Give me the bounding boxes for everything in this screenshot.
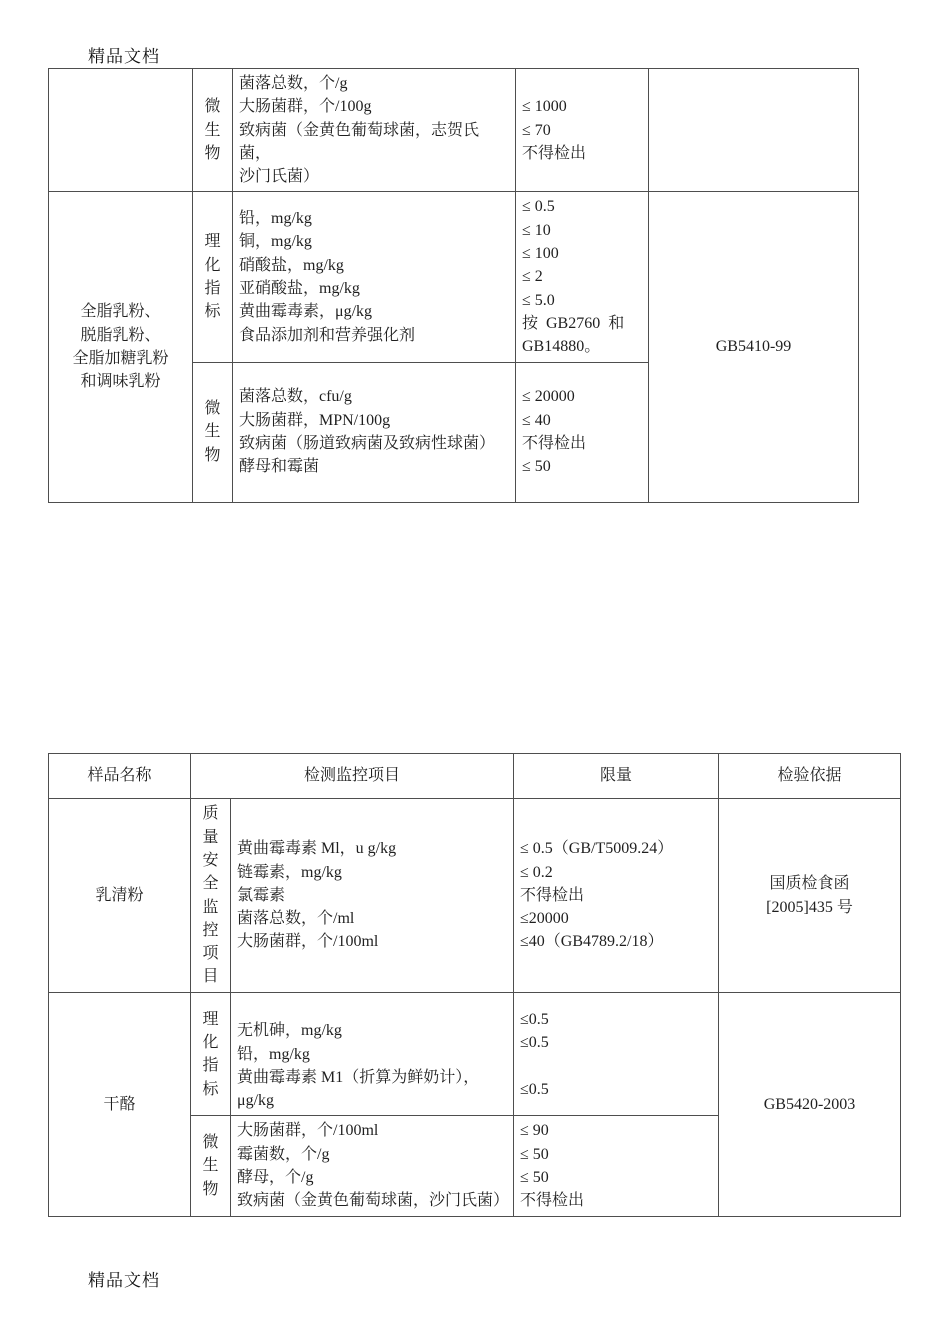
text-line: 指: [202, 1057, 219, 1075]
text-line: 不得检出: [522, 144, 587, 162]
text-line: 项: [202, 945, 219, 963]
text-line: 理: [204, 233, 221, 251]
limits-cell: [516, 362, 649, 502]
text-line: 监: [202, 898, 219, 916]
sample-name-cell-empty: [49, 69, 193, 192]
text-line: 物: [204, 144, 221, 162]
text-line: 脱脂乳粉、: [80, 326, 161, 344]
text-line: ≤ 50: [522, 458, 551, 476]
text-line: 安: [202, 851, 219, 869]
text-line: 量: [202, 828, 219, 846]
limits-cell: [516, 192, 649, 362]
text-line: ≤ 50: [520, 1145, 549, 1163]
header-cell-basis: 检验依据: [719, 754, 901, 799]
text-line: [2005]435 号: [766, 898, 853, 916]
limits-cell: [514, 799, 719, 993]
text-line: [520, 1054, 712, 1077]
text-line: ≤20000: [520, 910, 569, 928]
items-cell: [231, 799, 514, 993]
basis-cell: [719, 799, 901, 993]
text-line: 目: [202, 968, 219, 986]
text-line: 食品添加剂和营养强化剂: [239, 326, 416, 344]
text-line: ≤ 90: [520, 1122, 549, 1140]
text-line: 菌落总数，cfu/g: [239, 388, 352, 406]
text-line: 亚硝酸盐，mg/kg: [239, 280, 360, 298]
text-line: ≤ 5.0: [522, 291, 555, 309]
text-line: 全: [202, 875, 219, 893]
text-line: 菌落总数，个/g: [239, 75, 348, 92]
text-line: 全脂乳粉、: [80, 303, 161, 321]
text-line: GB14880。: [522, 338, 601, 356]
text-line: 酵母和霉菌: [239, 458, 320, 476]
text-line: 致病菌（金黄色葡萄球菌，志贺氏菌，: [239, 121, 480, 162]
text-line: 氯霉素: [237, 886, 286, 904]
text-line: 致病菌（金黄色葡萄球菌，沙门氏菌）: [237, 1192, 510, 1210]
text-line: 酵母，个/g: [237, 1169, 314, 1187]
text-line: 黄曲霉毒素，μg/kg: [239, 303, 373, 321]
text-line: ≤0.5: [520, 1010, 549, 1028]
text-line: 物: [204, 446, 221, 464]
text-line: 不得检出: [522, 435, 587, 453]
text-line: 化: [204, 256, 221, 274]
items-cell: [231, 993, 514, 1116]
text-line: 菌落总数，个/ml: [237, 910, 355, 928]
table-whey-cheese-standards: [48, 753, 901, 1217]
text-line: 大肠菌群，个/100g: [239, 98, 372, 116]
text-line: 化: [202, 1033, 219, 1051]
items-cell: [233, 69, 516, 192]
text-line: 指: [204, 280, 221, 298]
text-line: ≤ 10: [522, 221, 551, 239]
table-milk-powder-standards: [48, 68, 859, 503]
basis-cell: GB5410-99: [649, 192, 859, 502]
category-cell-microbial: [193, 69, 233, 192]
text-line: 微: [204, 98, 221, 116]
text-line: 大肠菌群，MPN/100g: [239, 411, 391, 429]
text-line: ≤0.5: [520, 1080, 549, 1098]
text-line: 标: [204, 303, 221, 321]
basis-cell-empty: [649, 69, 859, 192]
text-line: 控: [202, 921, 219, 939]
text-line: 生: [204, 423, 221, 441]
text-line: ≤ 0.5（GB/T5009.24）: [520, 840, 674, 858]
watermark-bottom: 精品文档: [88, 1271, 160, 1290]
text-line: ≤ 0.2: [520, 863, 553, 881]
text-line: 铅，mg/kg: [237, 1045, 310, 1063]
text-line: 黄曲霉毒素 M1（折算为鲜奶计），μg/kg: [237, 1068, 480, 1110]
text-line: ≤ 50: [520, 1169, 549, 1187]
text-line: 沙门氏菌）: [239, 168, 320, 186]
limits-cell: [516, 69, 649, 192]
text-line: 黄曲霉毒素 Ml，u g/kg: [237, 840, 397, 858]
text-line: 无机砷，mg/kg: [237, 1022, 342, 1040]
text-line: 致病菌（肠道致病菌及致病性球菌）: [239, 435, 496, 453]
sample-name-cell: 乳清粉: [49, 799, 191, 993]
text-line: 理: [202, 1010, 219, 1028]
text-line: 生: [202, 1157, 219, 1175]
text-line: ≤0.5: [520, 1033, 549, 1051]
category-cell-microbial: [191, 1116, 231, 1216]
text-line: ≤ 100: [522, 245, 559, 263]
text-line: ≤40（GB4789.2/18）: [520, 933, 664, 951]
text-line: 霉菌数，个/g: [237, 1145, 330, 1163]
text-line: 全脂加糖乳粉: [72, 350, 169, 368]
watermark-top: 精品文档: [88, 47, 160, 66]
header-cell-limit: 限量: [514, 754, 719, 799]
sample-name-cell: 干酪: [49, 993, 191, 1217]
text-line: 不得检出: [520, 1192, 585, 1210]
text-line: 铜，mg/kg: [239, 233, 312, 251]
header-cell-sample-name: 样品名称: [49, 754, 191, 799]
text-line: ≤ 0.5: [522, 198, 555, 216]
text-line: ≤ 70: [522, 121, 551, 139]
category-cell-microbial: [193, 362, 233, 502]
text-line: 和调味乳粉: [80, 373, 161, 391]
category-cell-physchem: [191, 993, 231, 1116]
header-cell-items: 检测监控项目: [191, 754, 514, 799]
text-line: [237, 996, 507, 1019]
table-row: [49, 69, 859, 192]
text-line: ≤ 1000: [522, 98, 567, 116]
text-line: 国质检食函: [769, 875, 850, 893]
text-line: 大肠菌群，个/100ml: [237, 1122, 379, 1140]
limits-cell: [514, 1116, 719, 1216]
text-line: ≤ 40: [522, 411, 551, 429]
text-line: 标: [202, 1080, 219, 1098]
basis-cell: GB5420-2003: [719, 993, 901, 1217]
text-line: 物: [202, 1180, 219, 1198]
text-line: 铅，mg/kg: [239, 210, 312, 228]
table-header-row: [49, 754, 901, 799]
items-cell: [231, 1116, 514, 1216]
text-line: 质: [202, 805, 219, 823]
text-line: 按 GB2760 和: [522, 314, 625, 332]
table-row: [49, 799, 901, 993]
text-line: 大肠菌群，个/100ml: [237, 933, 379, 951]
category-cell-quality-safety: [191, 799, 231, 993]
table-row: [49, 993, 901, 1116]
items-cell: [233, 192, 516, 362]
text-line: 链霉素，mg/kg: [237, 863, 342, 881]
text-line: 不得检出: [520, 886, 585, 904]
text-line: ≤ 2: [522, 268, 543, 286]
text-line: 硝酸盐，mg/kg: [239, 256, 344, 274]
text-line: ≤ 20000: [522, 388, 575, 406]
table-row: [49, 192, 859, 362]
category-cell-physchem: [193, 192, 233, 362]
text-line: 生: [204, 121, 221, 139]
sample-name-cell: [49, 192, 193, 502]
text-line: 微: [202, 1134, 219, 1152]
items-cell: [233, 362, 516, 502]
text-line: 微: [204, 400, 221, 418]
limits-cell: [514, 993, 719, 1116]
